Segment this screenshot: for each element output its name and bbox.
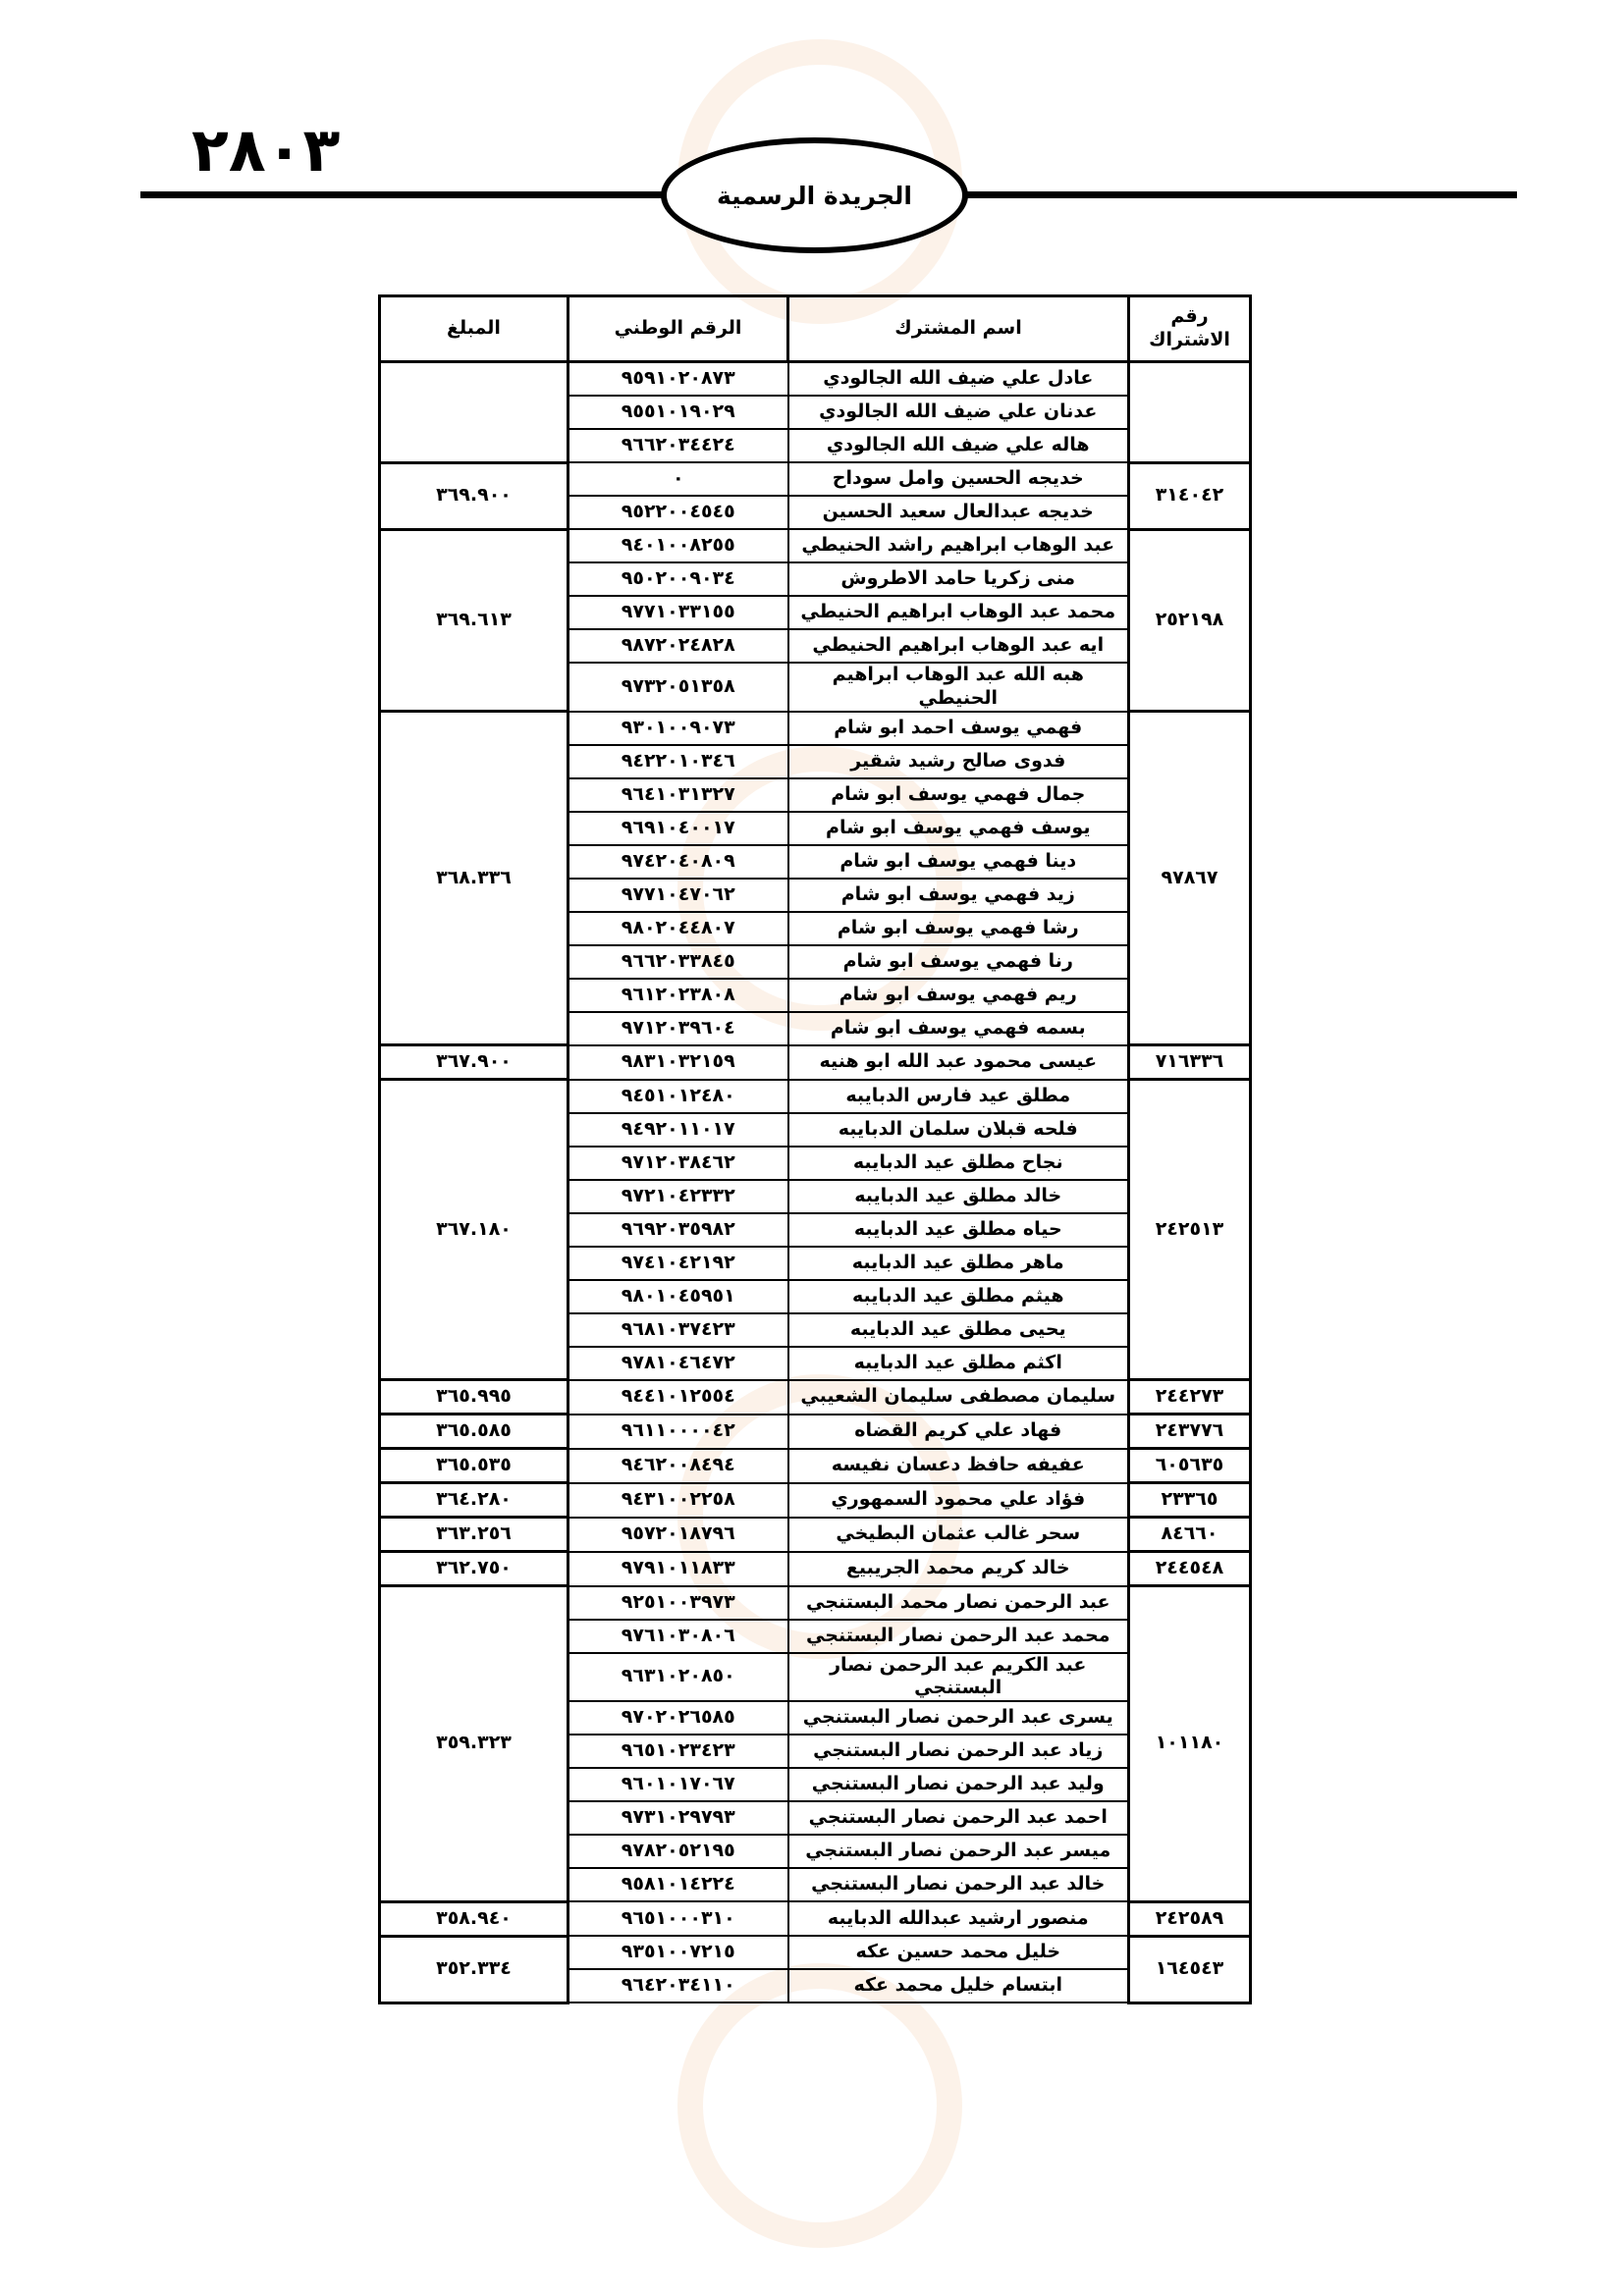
- subscriber-name: عفيفه حافظ دعسان نفيسه: [788, 1449, 1129, 1483]
- table-row: [380, 1380, 1251, 1415]
- subscriber-name: حياه مطلق عيد الدبايبه: [788, 1213, 1129, 1247]
- table-row: [380, 1045, 1251, 1080]
- table-row: [380, 712, 1251, 745]
- national-id: ٩٥٩١٠٢٠٨٧٣: [568, 362, 788, 397]
- subscriber-name: فلحه قبلان سلمان الدبايبه: [788, 1113, 1129, 1147]
- national-id: ٩٦٨١٠٣٧٤٢٣: [568, 1313, 788, 1347]
- subscriber-name: هاله علي ضيف الله الجالودي: [788, 429, 1129, 462]
- subscription-number: ٢٤٢٥١٣: [1129, 1080, 1251, 1380]
- subscription-number: ٣١٤٠٤٢: [1129, 462, 1251, 529]
- national-id: ٩٤٦٢٠٠٨٤٩٤: [568, 1449, 788, 1483]
- subscription-number: ٩٧٨٦٧: [1129, 712, 1251, 1045]
- national-id: ٩٥٠٢٠٠٩٠٣٤: [568, 562, 788, 596]
- national-id: ٩٧٦١٠٣٠٨٠٦: [568, 1620, 788, 1653]
- column-header-name: اسم المشترك: [788, 296, 1129, 362]
- header-oval: [661, 137, 968, 253]
- subscriber-name: بسمه فهمي يوسف ابو شام: [788, 1012, 1129, 1045]
- amount: ٣٦٤.٢٨٠: [380, 1483, 568, 1518]
- national-id: ٩٦٣١٠٢٠٨٥٠: [568, 1653, 788, 1702]
- subscription-number: ٢٣٣٦٥: [1129, 1483, 1251, 1518]
- national-id: ٩٨٧٢٠٢٤٨٢٨: [568, 629, 788, 663]
- national-id: ٩٧٣٢٠٥١٣٥٨: [568, 663, 788, 712]
- national-id: ٩٧٢١٠٤٢٣٣٢: [568, 1180, 788, 1213]
- amount: ٣٦٨.٣٣٦: [380, 712, 568, 1045]
- subscriber-name: زياد عبد الرحمن نصار البستنجي: [788, 1735, 1129, 1768]
- national-id: ٩٧٣١٠٢٩٧٩٣: [568, 1801, 788, 1835]
- amount: ٣٥٢.٣٣٤: [380, 1936, 568, 2002]
- subscriber-name: فدوى صالح رشيد شقير: [788, 745, 1129, 778]
- subscriber-name: يوسف فهمي يوسف ابو شام: [788, 812, 1129, 845]
- table-header-row: [380, 296, 1251, 362]
- subscriber-name: هيثم مطلق عيد الدبايبه: [788, 1280, 1129, 1313]
- column-header-amount: المبلغ: [380, 296, 568, 362]
- national-id: ٩٣٥١٠٠٧٢١٥: [568, 1936, 788, 1969]
- national-id: ٩٤٥١٠١٢٤٨٠: [568, 1080, 788, 1113]
- subscriber-name: خديجه عبدالعال سعيد الحسين: [788, 496, 1129, 529]
- subscriber-name: عبد الرحمن نصار محمد البستنجي: [788, 1586, 1129, 1620]
- amount: ٣٦٩.٩٠٠: [380, 462, 568, 529]
- table-row: [380, 1936, 1251, 1969]
- table-row: [380, 1518, 1251, 1552]
- subscriber-name: هبه الله عبد الوهاب ابراهيم الحنيطي: [788, 663, 1129, 712]
- subscription-number: ٢٤٣٧٧٦: [1129, 1415, 1251, 1449]
- table-row: [380, 1080, 1251, 1113]
- subscriber-name: منصور ارشيد عبدالله الدبايبه: [788, 1901, 1129, 1936]
- subscription-number: ٨٤٦٦٠: [1129, 1518, 1251, 1552]
- column-header-subscription: رقم الاشتراك: [1129, 296, 1251, 362]
- table-body: [380, 362, 1251, 2003]
- national-id: ٩٤٣١٠٠٢٢٥٨: [568, 1483, 788, 1518]
- column-header-national-id: الرقم الوطني: [568, 296, 788, 362]
- subscriber-name: عدنان علي ضيف الله الجالودي: [788, 396, 1129, 429]
- national-id: ٩٤٤١٠١٢٥٥٤: [568, 1380, 788, 1415]
- national-id: ٩٨٠١٠٤٥٩٥١: [568, 1280, 788, 1313]
- amount: ٣٦٩.٦١٣: [380, 529, 568, 712]
- subscriber-name: محمد عبد الوهاب ابراهيم الحنيطي: [788, 596, 1129, 629]
- subscriber-name: اكثم مطلق عيد الدبايبه: [788, 1347, 1129, 1380]
- page-number: ٢٨٠٣: [191, 114, 341, 186]
- national-id: ٩٤٩٢٠١١٠١٧: [568, 1113, 788, 1147]
- national-id: ٩٦٩١٠٤٠٠١٧: [568, 812, 788, 845]
- subscriber-name: محمد عبد الرحمن نصار البستنجي: [788, 1620, 1129, 1653]
- subscriber-name: فؤاد علي محمود السمهوري: [788, 1483, 1129, 1518]
- national-id: ٩٥٨١٠١٤٢٢٤: [568, 1868, 788, 1901]
- amount: ٣٦٢.٧٥٠: [380, 1552, 568, 1586]
- subscriber-name: منى زكريا حامد الاطروش: [788, 562, 1129, 596]
- table-row: [380, 362, 1251, 397]
- amount: ٣٦٥.٩٩٥: [380, 1380, 568, 1415]
- subscriber-name: احمد عبد الرحمن نصار البستنجي: [788, 1801, 1129, 1835]
- national-id: ٩٦١٢٠٢٣٨٠٨: [568, 979, 788, 1012]
- amount: ٣٦٥.٥٨٥: [380, 1415, 568, 1449]
- subscriber-name: ميسر عبد الرحمن نصار البستنجي: [788, 1835, 1129, 1868]
- subscriber-name: ابتسام خليل محمد عكه: [788, 1969, 1129, 2002]
- subscriber-name: ايه عبد الوهاب ابراهيم الحنيطي: [788, 629, 1129, 663]
- table-row: [380, 462, 1251, 496]
- amount: ٣٦٥.٥٣٥: [380, 1449, 568, 1483]
- national-id: ٩٥٥١٠١٩٠٢٩: [568, 396, 788, 429]
- national-id: ٩٨٣١٠٣٢١٥٩: [568, 1045, 788, 1080]
- national-id: ٩٦٤١٠٣١٣٢٧: [568, 778, 788, 812]
- subscriber-name: خليل محمد حسين عكه: [788, 1936, 1129, 1969]
- national-id: ٩٦٩٢٠٣٥٩٨٢: [568, 1213, 788, 1247]
- subscriber-name: عبد الكريم عبد الرحمن نصار البستنجي: [788, 1653, 1129, 1702]
- subscriber-name: دينا فهمي يوسف ابو شام: [788, 845, 1129, 879]
- table-row: [380, 1901, 1251, 1936]
- national-id: ٩٥٧٢٠١٨٧٩٦: [568, 1518, 788, 1552]
- subscriber-name: سليمان مصطفى سليمان الشعيبي: [788, 1380, 1129, 1415]
- subscriber-name: رشا فهمي يوسف ابو شام: [788, 912, 1129, 945]
- amount: ٣٦٣.٢٥٦: [380, 1518, 568, 1552]
- national-id: ٩٧١٢٠٣٨٤٦٢: [568, 1147, 788, 1180]
- amount: ٣٦٧.٩٠٠: [380, 1045, 568, 1080]
- national-id: ٩٦١١٠٠٠٠٤٢: [568, 1415, 788, 1449]
- subscription-number: ٢٥٢١٩٨: [1129, 529, 1251, 712]
- subscription-number: ١٦٤٥٤٣: [1129, 1936, 1251, 2002]
- table-row: [380, 1586, 1251, 1620]
- national-id: ٩٧١٢٠٣٩٦٠٤: [568, 1012, 788, 1045]
- amount: ٣٥٩.٣٢٣: [380, 1586, 568, 1902]
- national-id: ٩٢٥١٠٠٣٩٧٣: [568, 1586, 788, 1620]
- subscription-number: ٢٤٤٥٤٨: [1129, 1552, 1251, 1586]
- national-id: ٩٧٧١٠٣٣١٥٥: [568, 596, 788, 629]
- amount: [380, 362, 568, 463]
- subscriber-name: زيد فهمي يوسف ابو شام: [788, 879, 1129, 912]
- subscriber-name: عادل علي ضيف الله الجالودي: [788, 362, 1129, 397]
- national-id: ٩٦٥١٠٢٣٤٢٣: [568, 1735, 788, 1768]
- national-id: ٩٧٤١٠٤٢١٩٢: [568, 1247, 788, 1280]
- subscriber-name: عيسى محمود عبد الله ابو هنيه: [788, 1045, 1129, 1080]
- national-id: ٠: [568, 462, 788, 496]
- subscriber-name: يحيى مطلق عيد الدبايبه: [788, 1313, 1129, 1347]
- subscriber-name: وليد عبد الرحمن نصار البستنجي: [788, 1768, 1129, 1801]
- subscriber-name: فهاد علي كريم القضاه: [788, 1415, 1129, 1449]
- national-id: ٩٦٥١٠٠٠٣١٠: [568, 1901, 788, 1936]
- subscriber-name: رنا فهمي يوسف ابو شام: [788, 945, 1129, 979]
- table-row: [380, 1415, 1251, 1449]
- national-id: ٩٧٧١٠٤٧٠٦٢: [568, 879, 788, 912]
- national-id: ٩٣٠١٠٠٩٠٧٣: [568, 712, 788, 745]
- amount: ٣٦٧.١٨٠: [380, 1080, 568, 1380]
- subscriber-name: يسرى عبد الرحمن نصار البستنجي: [788, 1701, 1129, 1735]
- subscriber-name: خديجه الحسين وامل سوداح: [788, 462, 1129, 496]
- subscriber-name: ماهر مطلق عيد الدبايبه: [788, 1247, 1129, 1280]
- table-row: [380, 1552, 1251, 1586]
- national-id: ٩٦٦٢٠٣٤٤٢٤: [568, 429, 788, 462]
- national-id: ٩٧٨٢٠٥٢١٩٥: [568, 1835, 788, 1868]
- table-row: [380, 1483, 1251, 1518]
- subscriber-name: فهمي يوسف احمد ابو شام: [788, 712, 1129, 745]
- subscriber-name: نجاح مطلق عيد الدبايبه: [788, 1147, 1129, 1180]
- national-id: ٩٦٠١٠١٧٠٦٧: [568, 1768, 788, 1801]
- national-id: ٩٧٤٢٠٤٠٨٠٩: [568, 845, 788, 879]
- subscriber-name: عبد الوهاب ابراهيم راشد الحنيطي: [788, 529, 1129, 562]
- subscription-number: [1129, 362, 1251, 463]
- subscriber-name: ريم فهمي يوسف ابو شام: [788, 979, 1129, 1012]
- national-id: ٩٧٠٢٠٢٦٥٨٥: [568, 1701, 788, 1735]
- national-id: ٩٤٠١٠٠٨٢٥٥: [568, 529, 788, 562]
- subscription-number: ١٠١١٨٠: [1129, 1586, 1251, 1902]
- subscription-number: ٢٤٢٥٨٩: [1129, 1901, 1251, 1936]
- national-id: ٩٨٠٢٠٤٤٨٠٧: [568, 912, 788, 945]
- subscription-number: ٢٤٤٢٧٣: [1129, 1380, 1251, 1415]
- national-id: ٩٧٩١٠١١٨٣٣: [568, 1552, 788, 1586]
- subscriber-name: مطلق عيد فارس الدبايبه: [788, 1080, 1129, 1113]
- subscriber-name: خالد عبد الرحمن نصار البستنجي: [788, 1868, 1129, 1901]
- national-id: ٩٦٦٢٠٣٣٨٤٥: [568, 945, 788, 979]
- national-id: ٩٧٨١٠٤٦٤٧٢: [568, 1347, 788, 1380]
- table-row: [380, 529, 1251, 562]
- national-id: ٩٦٤٢٠٣٤١١٠: [568, 1969, 788, 2002]
- subscriber-name: سحر غالب عثمان البطيخي: [788, 1518, 1129, 1552]
- subscribers-table: [378, 294, 1252, 2004]
- subscription-number: ٧١٦٣٣٦: [1129, 1045, 1251, 1080]
- amount: ٣٥٨.٩٤٠: [380, 1901, 568, 1936]
- table-row: [380, 1449, 1251, 1483]
- subscriber-name: جمال فهمي يوسف ابو شام: [788, 778, 1129, 812]
- subscriber-name: خالد كريم محمد الجريبيع: [788, 1552, 1129, 1586]
- gazette-title: الجريدة الرسمية: [716, 181, 913, 210]
- subscriber-name: خالد مطلق عيد الدبايبه: [788, 1180, 1129, 1213]
- national-id: ٩٤٢٢٠١٠٣٤٦: [568, 745, 788, 778]
- national-id: ٩٥٢٢٠٠٤٥٤٥: [568, 496, 788, 529]
- subscription-number: ٦٠٥٦٣٥: [1129, 1449, 1251, 1483]
